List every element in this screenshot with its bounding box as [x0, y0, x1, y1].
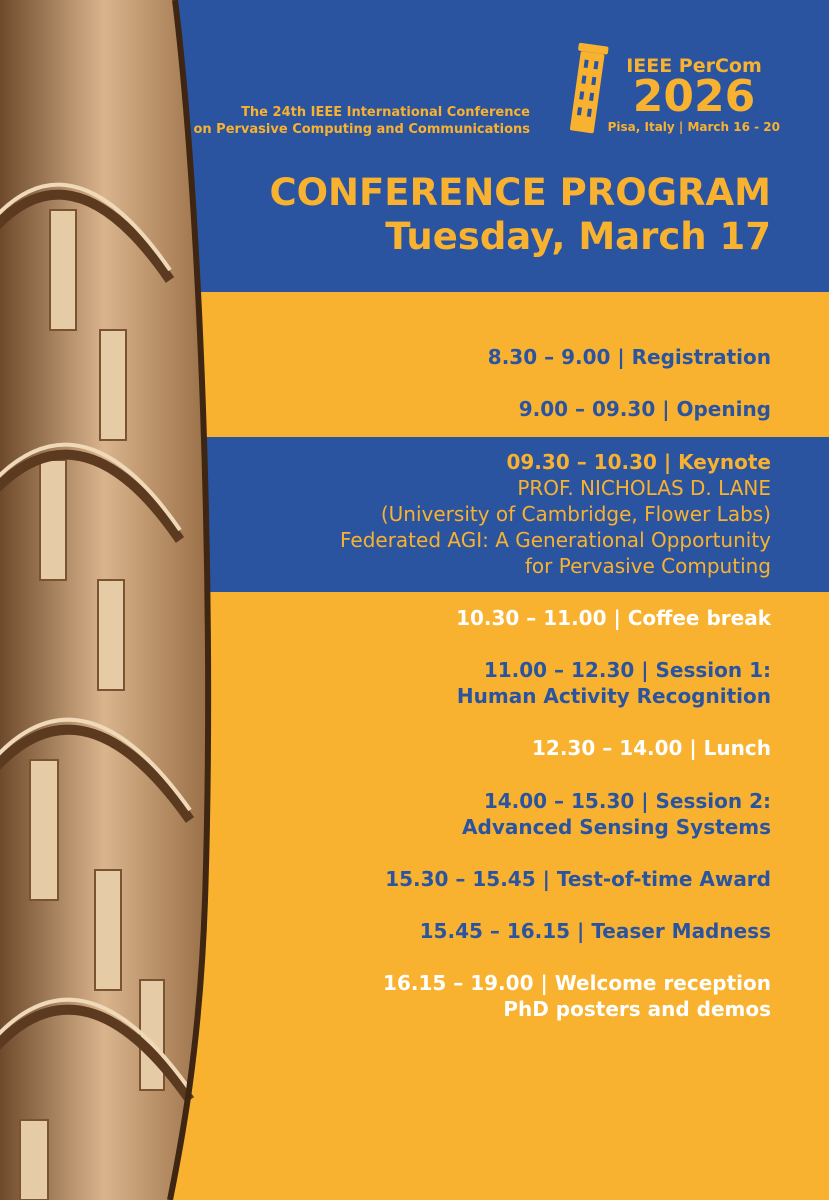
welcome-reception-time: 16.15 – 19.00 | Welcome reception — [383, 971, 771, 995]
schedule-item-test-of-time: 15.30 – 15.45 | Test-of-time Award — [385, 867, 771, 891]
schedule-item-session-1 — [457, 657, 771, 709]
keynote-talk-line-1: Federated AGI: A Generational Opportunity — [339, 528, 771, 552]
session-1-title: Human Activity Recognition — [456, 684, 771, 708]
keynote-talk-line-2: for Pervasive Computing — [524, 554, 771, 578]
schedule-item-teaser-madness: 15.45 – 16.15 | Teaser Madness — [419, 919, 771, 943]
schedule-item-coffee-break: 10.30 – 11.00 | Coffee break — [456, 606, 771, 630]
subtitle-line-2: on Pervasive Computing and Communications — [193, 122, 530, 137]
session-1-time: 11.00 – 12.30 | Session 1: — [483, 658, 771, 682]
schedule-item-session-2 — [462, 788, 771, 840]
schedule-item-welcome-reception — [383, 970, 771, 1022]
schedule-item-opening: 9.00 – 09.30 | Opening — [518, 397, 771, 421]
logo-name: IEEE PerCom — [626, 55, 762, 77]
welcome-reception-detail: PhD posters and demos — [503, 997, 771, 1021]
schedule-item-lunch: 12.30 – 14.00 | Lunch — [532, 736, 771, 760]
keynote-time: 09.30 – 10.30 | Keynote — [506, 450, 771, 474]
keynote-affiliation: (University of Cambridge, Flower Labs) — [380, 502, 771, 526]
keynote-speaker: PROF. NICHOLAS D. LANE — [517, 476, 771, 500]
session-2-title: Advanced Sensing Systems — [462, 815, 771, 839]
program-title: CONFERENCE PROGRAM — [269, 171, 771, 214]
logo-year: 2026 — [632, 71, 756, 122]
program-day: Tuesday, March 17 — [385, 215, 771, 258]
logo-place: Pisa, Italy | March 16 - 20 — [607, 120, 780, 134]
session-2-time: 14.00 – 15.30 | Session 2: — [483, 789, 771, 813]
conference-subtitle — [150, 104, 530, 138]
schedule-item-registration: 8.30 – 9.00 | Registration — [487, 345, 771, 369]
subtitle-line-1: The 24th IEEE International Conference — [241, 105, 530, 120]
schedule-item-keynote — [340, 449, 771, 579]
tower-photo — [0, 0, 215, 1200]
